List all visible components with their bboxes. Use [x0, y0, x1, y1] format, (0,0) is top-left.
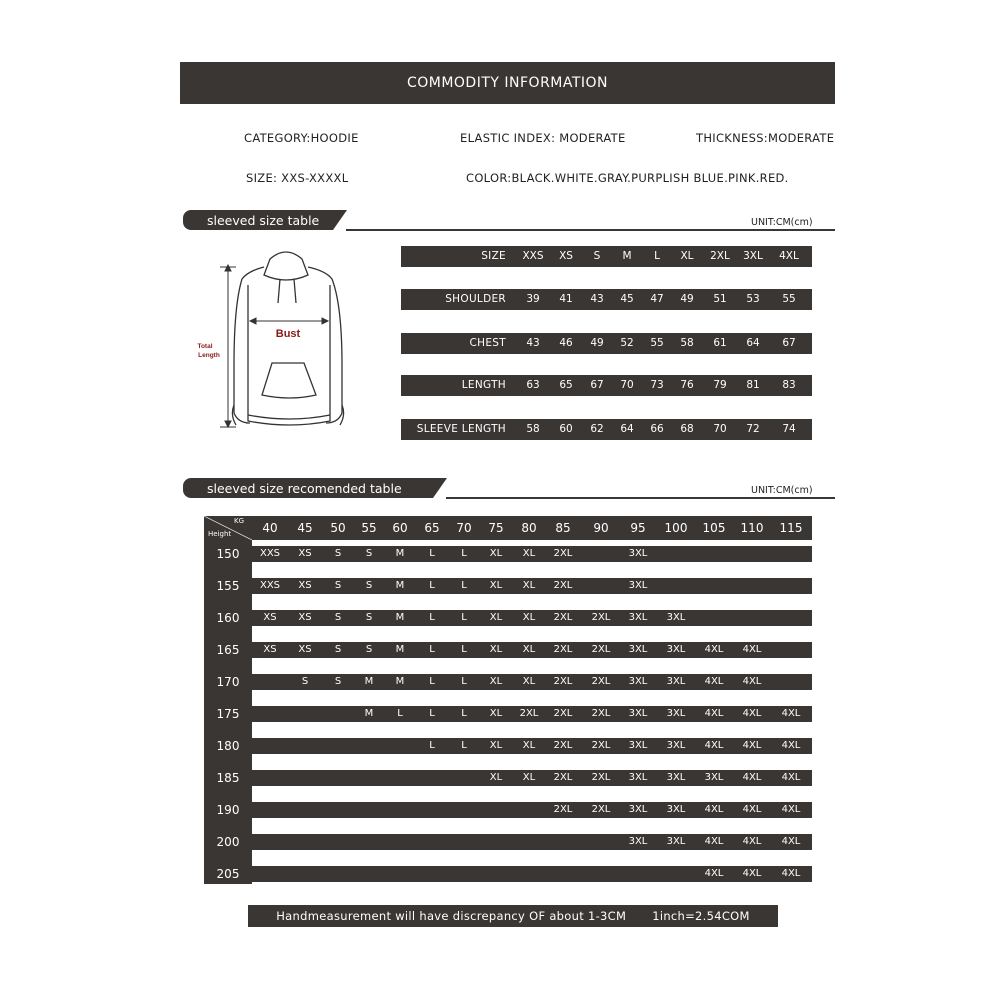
recommend-table-cell: 4XL — [742, 804, 762, 815]
recommend-table-row — [252, 770, 812, 786]
size-table-cell: 63 — [526, 379, 540, 391]
recommend-table-cell: 2XL — [591, 708, 611, 719]
recommend-table-row — [252, 642, 812, 658]
recommend-table-cell: 3XL — [666, 772, 686, 783]
recommend-table-cell: XXS — [259, 548, 281, 559]
size-table-cell: 73 — [650, 379, 664, 391]
recommend-table-cell: XS — [298, 548, 312, 559]
recommend-table-cell: M — [395, 580, 405, 591]
size-table-cell: 51 — [713, 293, 727, 305]
recommend-table-cell: S — [365, 548, 373, 559]
size-table-row-label: CHEST — [469, 337, 506, 349]
recommend-table-cell: 3XL — [628, 804, 648, 815]
height-cell: 200 — [216, 835, 240, 849]
recommend-table-cell: 2XL — [553, 644, 573, 655]
footer-conversion: 1inch=2.54COM — [652, 909, 750, 923]
recommend-table-cell: 4XL — [742, 740, 762, 751]
size-table-cell: 47 — [650, 293, 664, 305]
recommend-table-cell: XL — [489, 708, 503, 719]
recommend-table-cell: 4XL — [781, 868, 801, 879]
recommend-table-cell: L — [429, 580, 435, 591]
size-table-cell: 79 — [713, 379, 727, 391]
recommend-table-weight-header — [252, 516, 812, 540]
commodity-header — [180, 62, 835, 104]
size-table-cell: 76 — [680, 379, 694, 391]
recommend-table-cell: XS — [298, 580, 312, 591]
recommend-table-rule — [446, 497, 835, 499]
size-table-cell: S — [593, 250, 601, 262]
size-table-cell: 3XL — [743, 250, 763, 262]
size-table-cell: 72 — [746, 423, 760, 435]
recommend-table-row — [252, 834, 812, 850]
recommend-table-cell: 3XL — [666, 644, 686, 655]
footer-note: Handmeasurement will have discrepancy OF about 1-3CM — [276, 909, 627, 923]
recommend-table-cell: 3XL — [666, 612, 686, 623]
size-table-cell: 61 — [713, 337, 727, 349]
weight-header-cell: 90 — [593, 521, 609, 535]
recommend-table-cell: 2XL — [553, 548, 573, 559]
size-table-cell: 49 — [590, 337, 604, 349]
recommend-table-cell: 3XL — [704, 772, 724, 783]
weight-header-cell: 110 — [740, 521, 764, 535]
recommend-table-cell: 4XL — [742, 772, 762, 783]
recommend-table-cell: 2XL — [553, 708, 573, 719]
recommend-table-row — [252, 738, 812, 754]
recommend-table-cell: 3XL — [628, 644, 648, 655]
recommend-table-cell: 3XL — [628, 612, 648, 623]
recommend-table-cell: XS — [298, 644, 312, 655]
footer-note-bar — [248, 905, 778, 927]
recommend-table-cell: 4XL — [704, 708, 724, 719]
weight-header-cell: 40 — [262, 521, 278, 535]
recommend-table-cell: 4XL — [742, 708, 762, 719]
weight-header-cell: 115 — [779, 521, 803, 535]
size-table-cell: 2XL — [710, 250, 730, 262]
recommend-table-cell: XS — [263, 644, 277, 655]
size-table-cell: 74 — [782, 423, 796, 435]
size-table-row — [401, 375, 812, 396]
recommend-table-cell: 2XL — [591, 772, 611, 783]
recommend-table-cell: L — [461, 644, 467, 655]
recommend-table-cell: 4XL — [704, 676, 724, 687]
recommend-table-cell: 2XL — [591, 804, 611, 815]
recommend-table-cell: 3XL — [666, 708, 686, 719]
recommend-table-cell: 3XL — [666, 804, 686, 815]
recommend-table-cell: XL — [489, 676, 503, 687]
size-table-row-label: SHOULDER — [445, 293, 506, 305]
size-table-cell: 49 — [680, 293, 694, 305]
recommend-table-cell: 2XL — [591, 644, 611, 655]
recommend-table-cell: XL — [522, 612, 536, 623]
recommend-table-cell: 4XL — [781, 836, 801, 847]
recommend-table-cell: XL — [522, 644, 536, 655]
weight-header-cell: 75 — [488, 521, 504, 535]
weight-header-cell: 105 — [702, 521, 726, 535]
recommend-table-cell: XL — [489, 548, 503, 559]
recommend-table-cell: M — [395, 548, 405, 559]
recommend-table-cell: XL — [489, 644, 503, 655]
thickness-info: THICKNESS:MODERATE — [696, 131, 835, 145]
weight-header-cell: 65 — [424, 521, 440, 535]
recommend-table-cell: M — [364, 708, 374, 719]
recommend-table-cell: 4XL — [742, 644, 762, 655]
recommend-table-unit: UNIT:CM(cm) — [751, 485, 813, 496]
category-info: CATEGORY:HOODIE — [244, 131, 359, 145]
recommend-table-row — [252, 610, 812, 626]
recommend-table-cell: L — [429, 740, 435, 751]
color-info: COLOR:BLACK.WHITE.GRAY.PURPLISH BLUE.PINK.RED. — [466, 171, 789, 185]
size-table-cell: 64 — [746, 337, 760, 349]
recommend-table-cell: S — [365, 644, 373, 655]
height-cell: 205 — [216, 867, 240, 881]
recommend-table-cell: S — [334, 612, 342, 623]
height-cell: 165 — [216, 643, 240, 657]
size-table-cell: 68 — [680, 423, 694, 435]
height-cell: 185 — [216, 771, 240, 785]
size-table-cell: 67 — [590, 379, 604, 391]
recommend-table-row — [252, 578, 812, 594]
recommend-table-cell: M — [364, 676, 374, 687]
size-table-cell: 70 — [620, 379, 634, 391]
size-table-cell: 4XL — [779, 250, 799, 262]
recommend-table-cell: XL — [522, 580, 536, 591]
commodity-title: COMMODITY INFORMATION — [406, 75, 609, 91]
size-table-row-label: SIZE — [481, 250, 506, 262]
recommend-table-row — [252, 866, 812, 882]
size-table-row — [401, 419, 812, 440]
recommend-table-corner — [204, 516, 252, 540]
recommend-table-cell: XL — [522, 740, 536, 751]
size-table-row — [401, 246, 812, 267]
size-table-cell: 55 — [650, 337, 664, 349]
recommend-table-cell: 4XL — [742, 868, 762, 879]
recommend-table-cell: M — [395, 644, 405, 655]
size-table-cell: 67 — [782, 337, 796, 349]
recommend-table-cell: 3XL — [628, 676, 648, 687]
bust-label: Bust — [275, 328, 301, 340]
recommend-table-cell: 2XL — [591, 676, 611, 687]
size-table-unit: UNIT:CM(cm) — [751, 217, 813, 228]
size-table-cell: 58 — [526, 423, 540, 435]
recommend-table-row — [252, 546, 812, 562]
recommend-table-tab-label: sleeved size recomended table — [207, 480, 402, 496]
weight-header-cell: 70 — [456, 521, 472, 535]
recommend-table-cell: XL — [489, 740, 503, 751]
size-table-row-label: LENGTH — [461, 379, 506, 391]
corner-height-label: Height — [208, 530, 232, 538]
size-table-cell: 81 — [746, 379, 760, 391]
size-table-cell: 55 — [782, 293, 796, 305]
recommend-table-cell: 2XL — [553, 580, 573, 591]
recommend-table-cell: 4XL — [704, 644, 724, 655]
recommend-table-cell: XL — [489, 612, 503, 623]
size-table-cell: L — [654, 250, 660, 262]
height-cell: 190 — [216, 803, 240, 817]
recommend-table-cell: 4XL — [704, 868, 724, 879]
recommend-table-cell: L — [461, 676, 467, 687]
size-table-cell: 46 — [559, 337, 573, 349]
size-table-cell: 64 — [620, 423, 634, 435]
weight-header-cell: 100 — [664, 521, 688, 535]
recommend-table-cell: 4XL — [781, 708, 801, 719]
recommend-table-cell: L — [461, 612, 467, 623]
recommend-table-cell: XS — [298, 612, 312, 623]
recommend-table-cell: L — [461, 580, 467, 591]
recommend-table-cell: 2XL — [553, 740, 573, 751]
recommend-table-cell: L — [461, 548, 467, 559]
size-table-cell: 70 — [713, 423, 727, 435]
total-length-label-2: Length — [198, 352, 220, 359]
weight-header-cell: 85 — [555, 521, 571, 535]
size-table-cell: 58 — [680, 337, 694, 349]
size-table-cell: XXS — [522, 250, 544, 262]
recommend-table-cell: S — [334, 580, 342, 591]
elastic-info: ELASTIC INDEX: MODERATE — [460, 131, 626, 145]
recommend-table-cell: M — [395, 676, 405, 687]
weight-header-cell: 80 — [521, 521, 537, 535]
corner-kg-label: KG — [233, 517, 244, 525]
recommend-table-cell: L — [429, 548, 435, 559]
size-range-info: SIZE: XXS-XXXXL — [246, 171, 349, 185]
recommend-table-cell: S — [334, 644, 342, 655]
weight-header-cell: 55 — [361, 521, 377, 535]
recommend-table-cell: 4XL — [781, 772, 801, 783]
size-table-rule — [346, 229, 835, 231]
recommend-table-cell: S — [365, 580, 373, 591]
recommend-table-cell: 4XL — [704, 740, 724, 751]
recommend-table-cell: 2XL — [519, 708, 539, 719]
recommend-table-cell: 4XL — [742, 676, 762, 687]
weight-header-cell: 45 — [297, 521, 313, 535]
height-cell: 175 — [216, 707, 240, 721]
recommend-table-cell: XL — [522, 548, 536, 559]
recommend-table-row — [252, 706, 812, 722]
hoodie-illustration — [190, 245, 385, 435]
size-table-cell: 60 — [559, 423, 573, 435]
recommend-table-tab — [183, 478, 433, 498]
height-cell: 160 — [216, 611, 240, 625]
size-table-cell: M — [622, 250, 632, 262]
size-table-tab — [183, 210, 333, 230]
recommend-table-cell: XL — [522, 772, 536, 783]
recommend-table-cell: S — [334, 548, 342, 559]
size-table-cell: 83 — [782, 379, 796, 391]
recommend-table-cell: L — [397, 708, 403, 719]
recommend-table-cell: 3XL — [666, 740, 686, 751]
recommend-table-cell: S — [334, 676, 342, 687]
recommend-table-cell: 3XL — [628, 548, 648, 559]
recommend-table-cell: 2XL — [591, 612, 611, 623]
recommend-table-cell: XL — [489, 580, 503, 591]
total-length-label-1: Total — [197, 343, 213, 350]
height-cell: 180 — [216, 739, 240, 753]
recommend-table-cell: L — [461, 708, 467, 719]
weight-header-cell: 50 — [330, 521, 346, 535]
recommend-table-cell: 4XL — [781, 740, 801, 751]
recommend-table-cell: L — [429, 676, 435, 687]
recommend-table-cell: L — [429, 612, 435, 623]
recommend-table-cell: 3XL — [628, 836, 648, 847]
recommend-table-cell: 4XL — [704, 836, 724, 847]
recommend-table-cell: 2XL — [553, 676, 573, 687]
weight-header-cell: 60 — [392, 521, 408, 535]
size-table-cell: 65 — [559, 379, 573, 391]
recommend-table-cell: 4XL — [742, 836, 762, 847]
recommend-table-cell: 4XL — [781, 804, 801, 815]
recommend-table-cell: L — [429, 644, 435, 655]
height-cell: 150 — [216, 547, 240, 561]
size-table-cell: XL — [680, 250, 694, 262]
recommend-table-cell: 3XL — [666, 836, 686, 847]
recommend-table-cell: S — [365, 612, 373, 623]
recommend-table-cell: XXS — [259, 580, 281, 591]
recommend-table-cell: L — [461, 740, 467, 751]
recommend-table-cell: 2XL — [553, 772, 573, 783]
recommend-table-cell: XL — [489, 772, 503, 783]
size-table-cell: 62 — [590, 423, 604, 435]
weight-header-cell: 95 — [630, 521, 646, 535]
size-table-cell: 43 — [590, 293, 604, 305]
recommend-table-cell: 3XL — [628, 708, 648, 719]
recommend-table-cell: XS — [263, 612, 277, 623]
recommend-table-cell: 2XL — [591, 740, 611, 751]
size-table-row — [401, 289, 812, 310]
size-table-cell: 66 — [650, 423, 664, 435]
recommend-table-cell: XL — [522, 676, 536, 687]
size-table-cell: 52 — [620, 337, 634, 349]
size-table-tab-label: sleeved size table — [207, 212, 320, 228]
size-table-row-label: SLEEVE LENGTH — [416, 423, 506, 435]
size-table-cell: 39 — [526, 293, 540, 305]
recommend-table-row — [252, 802, 812, 818]
size-table-row — [401, 333, 812, 354]
recommend-table-cell: 2XL — [553, 804, 573, 815]
height-cell: 155 — [216, 579, 240, 593]
recommend-table-cell: 3XL — [628, 580, 648, 591]
recommend-table-cell: S — [301, 676, 309, 687]
recommend-table-cell: 3XL — [628, 772, 648, 783]
size-table-cell: XS — [559, 250, 573, 262]
height-cell: 170 — [216, 675, 240, 689]
size-table-cell: 53 — [746, 293, 760, 305]
size-table-cell: 45 — [620, 293, 634, 305]
recommend-table-cell: M — [395, 612, 405, 623]
recommend-table-cell: L — [429, 708, 435, 719]
size-table-cell: 43 — [526, 337, 540, 349]
recommend-table-row — [252, 674, 812, 690]
recommend-table-cell: 3XL — [628, 740, 648, 751]
size-table-cell: 41 — [559, 293, 573, 305]
recommend-table-cell: 3XL — [666, 676, 686, 687]
recommend-table-cell: 4XL — [704, 804, 724, 815]
recommend-table-cell: 2XL — [553, 612, 573, 623]
